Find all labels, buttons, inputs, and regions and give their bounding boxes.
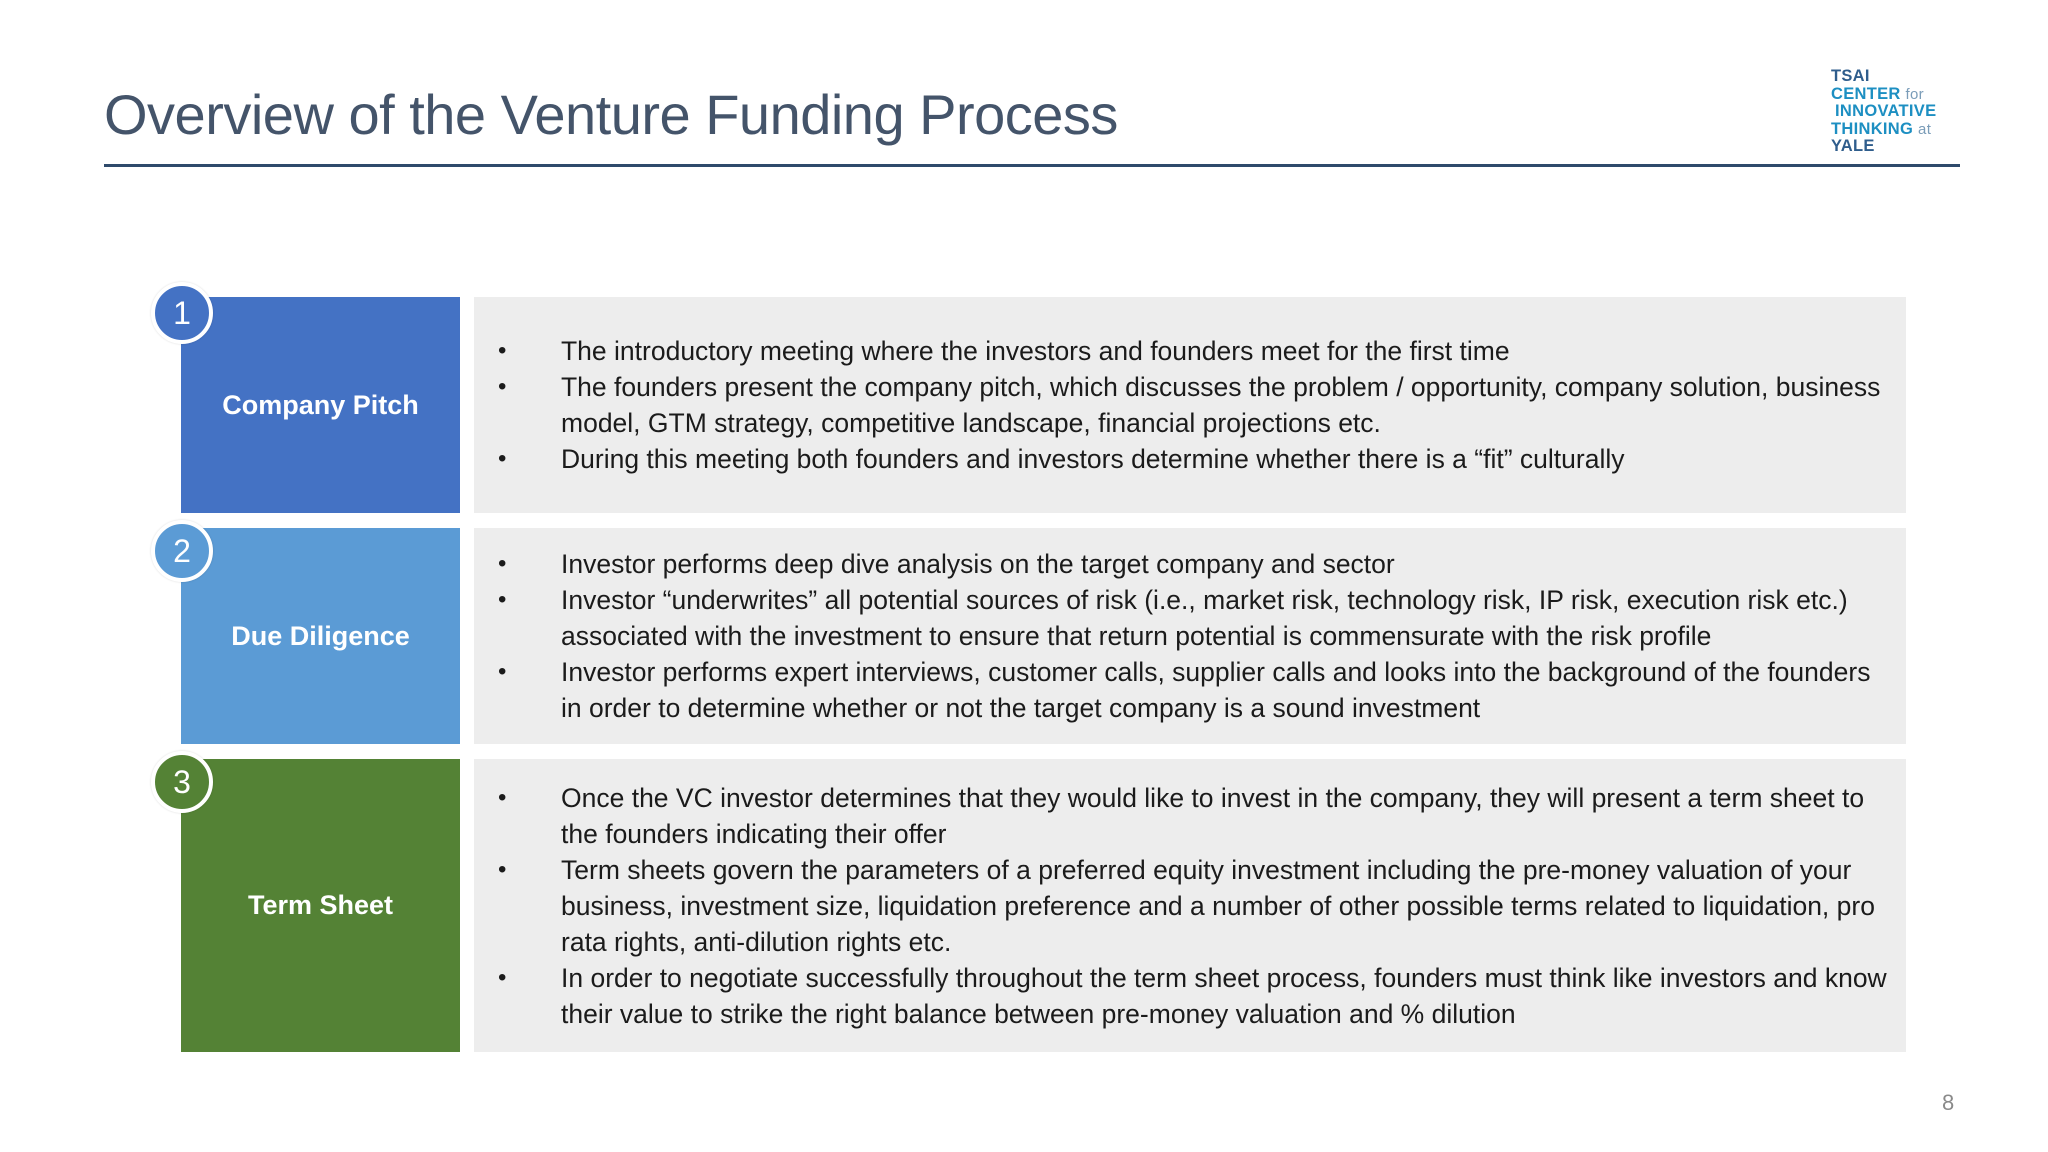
step-row-due-diligence: [181, 528, 1906, 744]
step-number-badge: 1: [151, 282, 213, 344]
step-description: [474, 297, 1906, 513]
title-divider: [104, 164, 1960, 167]
bullet-item: • Investor performs expert interviews, customer calls, supplier calls and looks into the background of the founders in order to determine whether or not the target company is a sound investment: [498, 654, 1890, 726]
step-label-box: [181, 759, 460, 1052]
bullet-item: • Once the VC investor determines that they would like to invest in the company, they will present a term sheet to the founders indicating their offer: [498, 780, 1890, 852]
bullet-item: • The founders present the company pitch, which discusses the problem / opportunity, company solution, business model, GTM strategy, competitive landscape, financial projections etc.: [498, 369, 1890, 441]
step-label: Due Diligence: [231, 620, 410, 651]
bullet-list: [498, 546, 1890, 726]
logo-line-4-small: at: [1918, 120, 1932, 138]
tsai-logo: [1831, 68, 1936, 156]
bullet-item: • Term sheets govern the parameters of a preferred equity investment including the pre-money valuation of your business, investment size, liquidation preference and a number of other possible terms related to liquidation, pro rata rights, anti-dilution rights etc.: [498, 852, 1890, 960]
logo-line-5: YALE: [1831, 137, 1875, 155]
step-description: [474, 759, 1906, 1052]
logo-line-3: INNOVATIVE: [1835, 102, 1937, 120]
step-description: [474, 528, 1906, 744]
bullet-item: • The introductory meeting where the investors and founders meet for the first time: [498, 333, 1890, 369]
step-row-term-sheet: [181, 759, 1906, 1052]
bullet-item: • Investor performs deep dive analysis on the target company and sector: [498, 546, 1890, 582]
bullet-list: [498, 780, 1890, 1032]
logo-line-2: CENTER: [1831, 84, 1901, 103]
step-label-box: [181, 297, 460, 513]
step-row-company-pitch: [181, 297, 1906, 513]
step-number-badge: 2: [151, 520, 213, 582]
logo-line-4: THINKING: [1831, 119, 1914, 138]
step-label-box: [181, 528, 460, 744]
bullet-list: [498, 333, 1890, 477]
step-number-badge: 3: [151, 751, 213, 813]
logo-line-2-small: for: [1905, 85, 1924, 103]
step-label: Term Sheet: [247, 890, 394, 920]
bullet-item: • During this meeting both founders and investors determine whether there is a “fit” culturally: [498, 441, 1890, 477]
step-label: Company Pitch: [222, 389, 419, 420]
page-number: 8: [1942, 1090, 1955, 1115]
bullet-item: • In order to negotiate successfully throughout the term sheet process, founders must think like investors and know their value to strike the right balance between pre-money valuation and % dilution: [498, 960, 1890, 1032]
bullet-item: • Investor “underwrites” all potential sources of risk (i.e., market risk, technology risk, IP risk, execution risk etc.) associated with the investment to ensure that return potential is commensurate with the risk profile: [498, 582, 1890, 654]
logo-line-1: TSAI: [1831, 67, 1870, 85]
slide-title: Overview of the Venture Funding Process: [104, 83, 1118, 146]
